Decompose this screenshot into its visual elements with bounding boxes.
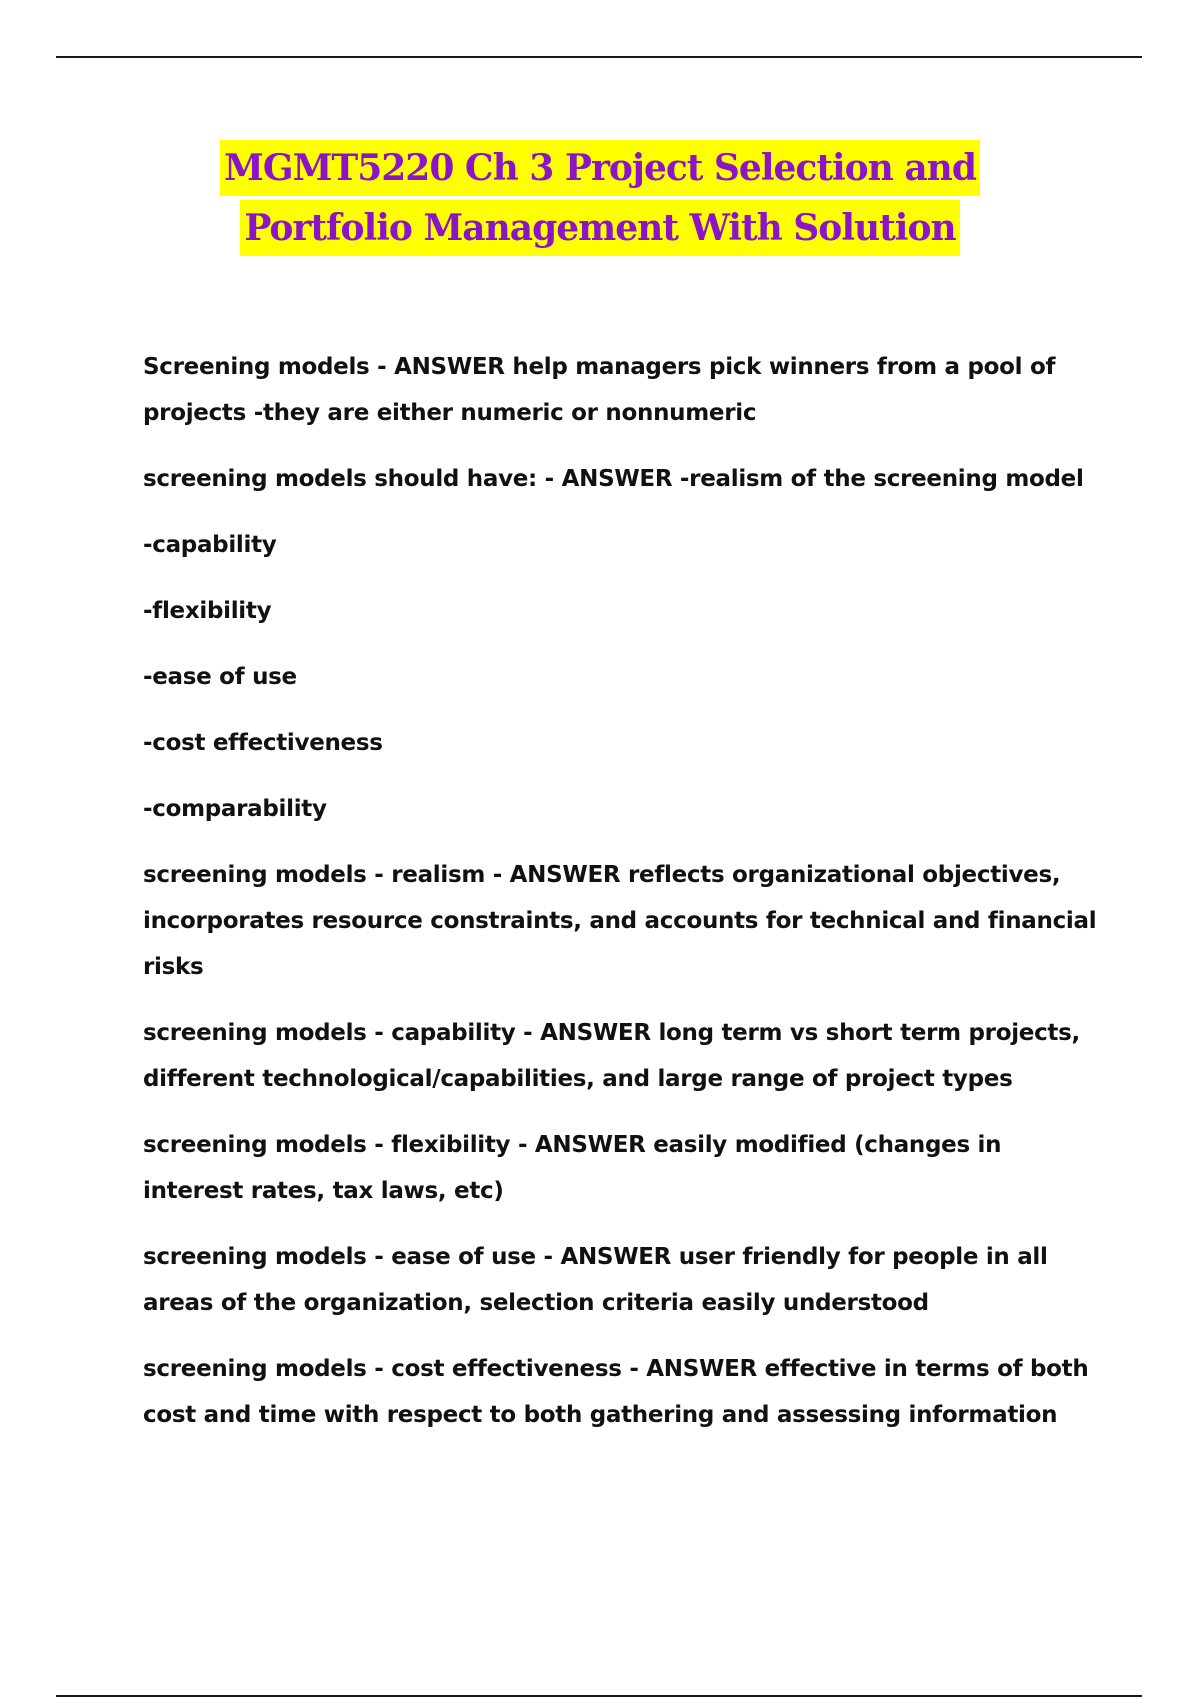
qa-entry: -comparability bbox=[143, 796, 327, 822]
top-rule bbox=[56, 56, 1142, 58]
qa-entry: -flexibility bbox=[143, 598, 272, 624]
qa-entry: -capability bbox=[143, 532, 277, 558]
qa-entry: screening models - ease of use - ANSWER user friendly for people in all areas of the organization, selection criteria easily understood bbox=[143, 1244, 1048, 1316]
qa-entry: screening models should have: - ANSWER -realism of the screening model bbox=[143, 466, 1084, 492]
bottom-rule bbox=[56, 1695, 1142, 1697]
qa-entry: screening models - realism - ANSWER reflects organizational objectives, incorporates resource constraints, and accounts for technical and financial risks bbox=[143, 862, 1097, 980]
qa-entry: -cost effectiveness bbox=[143, 730, 383, 756]
qa-list bbox=[143, 344, 1103, 1458]
qa-entry: -ease of use bbox=[143, 664, 297, 690]
qa-entry: Screening models - ANSWER help managers pick winners from a pool of projects -they are either numeric or nonnumeric bbox=[143, 354, 1056, 426]
title-line-2: Portfolio Management With Solution bbox=[240, 200, 959, 256]
qa-entry: screening models - flexibility - ANSWER easily modified (changes in interest rates, tax laws, etc) bbox=[143, 1132, 1002, 1204]
document-title bbox=[0, 140, 1200, 260]
qa-entry: screening models - cost effectiveness - ANSWER effective in terms of both cost and time with respect to both gathering and assessing information bbox=[143, 1356, 1089, 1428]
title-line-1: MGMT5220 Ch 3 Project Selection and bbox=[220, 140, 980, 196]
qa-entry: screening models - capability - ANSWER long term vs short term projects, different technological/capabilities, and large range of project types bbox=[143, 1020, 1080, 1092]
